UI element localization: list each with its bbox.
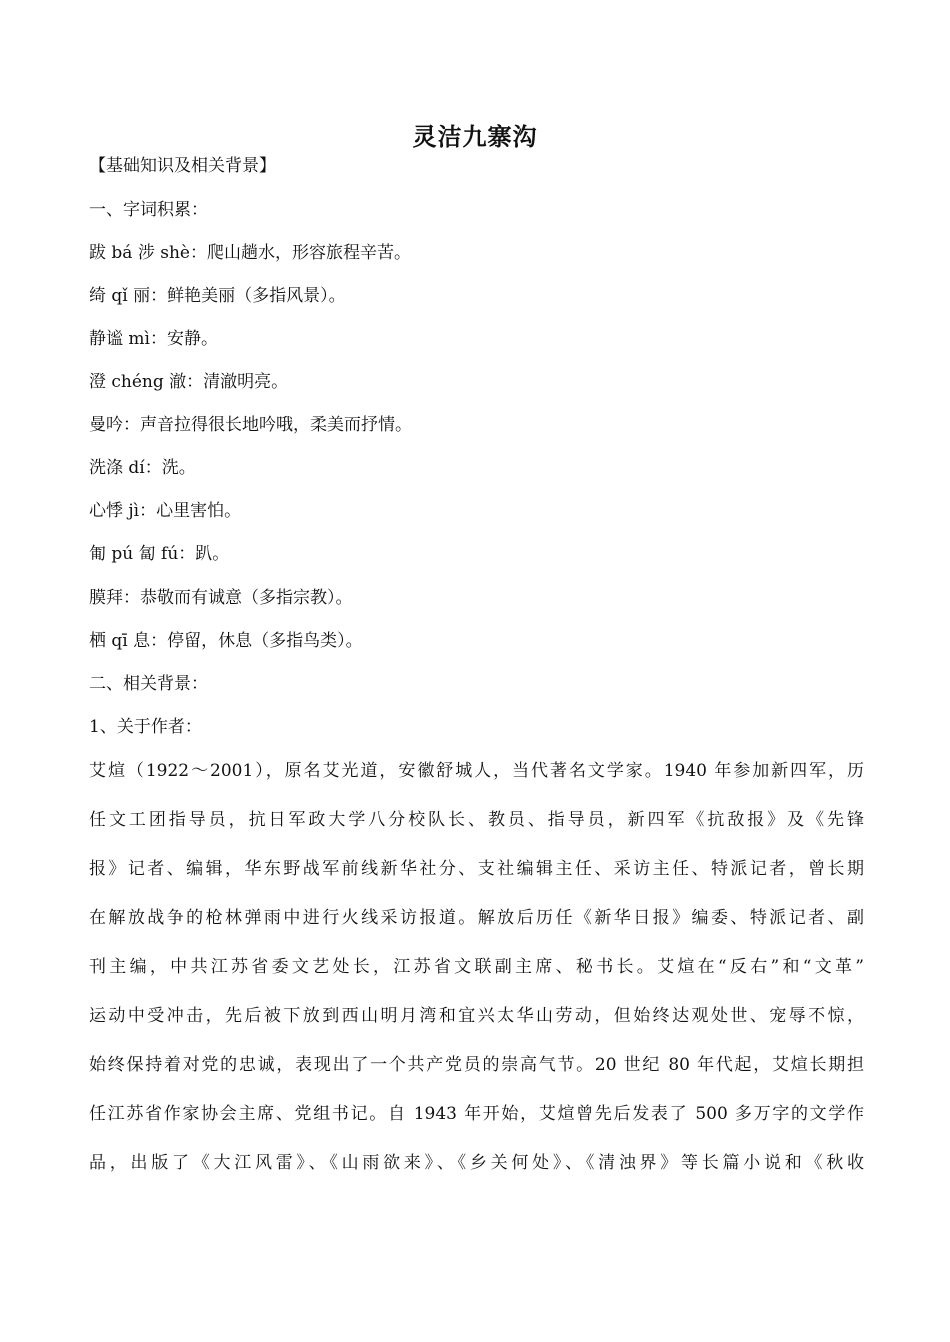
vocab-item: 栖 qī 息：停留，休息（多指鸟类）。 <box>89 631 363 651</box>
sub1-heading: 1、关于作者： <box>89 717 202 737</box>
paragraph-line: 在解放战争的枪林弹雨中进行火线采访报道。解放后历任《新华日报》编委、特派记者、副 <box>89 908 864 928</box>
paragraph-line: 艾煊（1922～2001），原名艾光道，安徽舒城人，当代著名文学家。1940 年参加新四军，历 <box>89 761 864 781</box>
vocab-item: 静谧 mì：安静。 <box>89 329 218 349</box>
paragraph-line: 品，出版了《大江风雷》、《山雨欲来》、《乡关何处》、《清浊界》等长篇小说和《秋收 <box>89 1153 864 1173</box>
vocab-item: 澄 chéng 澈：清澈明亮。 <box>89 372 289 392</box>
vocab-item: 跋 bá 涉 shè：爬山趟水，形容旅程辛苦。 <box>89 243 411 263</box>
vocab-item: 匍 pú 匐 fú：趴。 <box>89 544 230 564</box>
section-header: 【基础知识及相关背景】 <box>89 156 276 176</box>
paragraph-line: 运动中受冲击，先后被下放到西山明月湾和宜兴太华山劳动，但始终达观处世、宠辱不惊， <box>89 1006 864 1026</box>
vocab-item: 洗涤 dí：洗。 <box>89 458 196 478</box>
author-paragraph <box>89 754 864 1195</box>
paragraph-line: 报》记者、编辑，华东野战军前线新华社分、支社编辑主任、采访主任、特派记者，曾长期 <box>89 859 864 879</box>
vocab-item: 曼吟：声音拉得很长地吟哦，柔美而抒情。 <box>89 415 412 435</box>
paragraph-line: 刊主编，中共江苏省委文艺处长，江苏省文联副主席、秘书长。艾煊在“反右”和“文革” <box>89 957 864 977</box>
paragraph-line: 任文工团指导员，抗日军政大学八分校队长、教员、指导员，新四军《抗敌报》及《先锋 <box>89 810 864 830</box>
vocab-item: 绮 qǐ 丽：鲜艳美丽（多指风景）。 <box>89 286 346 306</box>
vocab-item: 心悸 jì：心里害怕。 <box>89 501 242 521</box>
document-title: 灵洁九寨沟 <box>412 122 538 151</box>
part1-heading: 一、字词积累： <box>89 200 208 220</box>
vocab-item: 膜拜：恭敬而有诚意（多指宗教）。 <box>89 588 353 608</box>
part2-heading: 二、相关背景： <box>89 674 208 694</box>
paragraph-line: 始终保持着对党的忠诚，表现出了一个共产党员的崇高气节。20 世纪 80 年代起，艾煊长期担 <box>89 1055 864 1075</box>
paragraph-line: 任江苏省作家协会主席、党组书记。自 1943 年开始，艾煊曾先后发表了 500 多万字的文学作 <box>89 1104 864 1124</box>
